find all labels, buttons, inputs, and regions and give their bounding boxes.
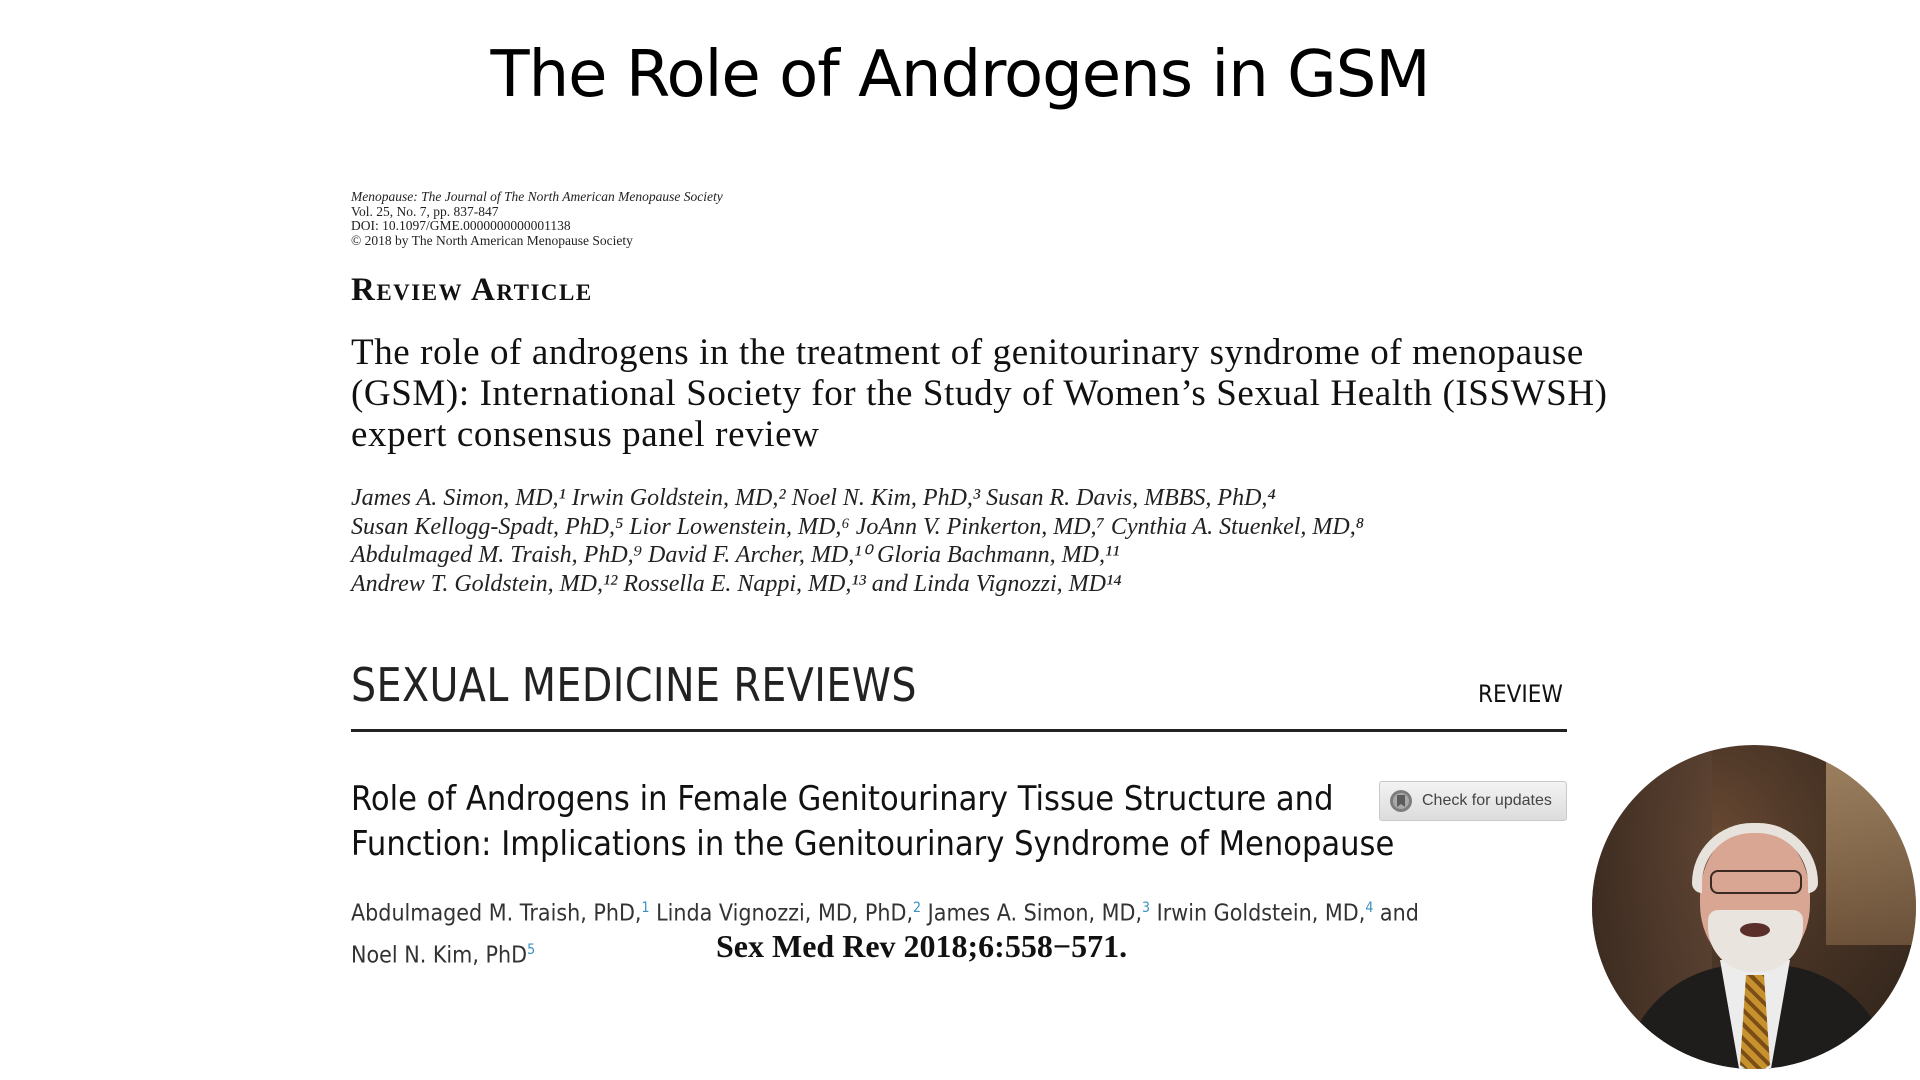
author-affiliation[interactable]: 2 — [913, 900, 922, 916]
author-name: James A. Simon, MD, — [921, 900, 1143, 927]
presenter-mouth — [1740, 923, 1770, 937]
author-name: Abdulmaged M. Traish, PhD, — [351, 900, 642, 927]
author-affiliation[interactable]: 1 — [641, 900, 650, 916]
author-line: Andrew T. Goldstein, MD,¹² Rossella E. Nappi, MD,¹³ and Linda Vignozzi, MD¹⁴ — [351, 570, 1122, 597]
author-name: Irwin Goldstein, MD, — [1150, 900, 1366, 927]
article-2-title — [351, 777, 1395, 867]
author-name: and Noel N. Kim, PhD — [351, 900, 1419, 969]
webcam-background-light — [1826, 745, 1916, 945]
author-line: James A. Simon, MD,¹ Irwin Goldstein, MD,² Noel N. Kim, PhD,³ Susan R. Davis, MBBS, PhD,⁴ — [351, 485, 1276, 511]
author-affiliation[interactable]: 4 — [1365, 900, 1374, 916]
journal-name: Menopause: The Journal of The North American Menopause Society — [351, 189, 723, 204]
check-for-updates-button[interactable] — [1379, 781, 1567, 821]
author-name: Linda Vignozzi, MD, PhD, — [649, 900, 914, 927]
article-2-citation: Sex Med Rev 2018;6:558−571. — [716, 928, 1128, 964]
author-affiliation[interactable]: 5 — [527, 941, 536, 958]
bookmark-icon — [1388, 788, 1414, 814]
check-for-updates-label: Check for updates — [1422, 792, 1552, 809]
masthead-divider — [351, 729, 1567, 732]
journal-volume: Vol. 25, No. 7, pp. 837-847 — [351, 203, 499, 219]
review-article-label: Review Article — [351, 272, 593, 308]
title-line: Role of Androgens in Female Genitourinary Tissue Structure and — [351, 779, 1334, 819]
author-line: Abdulmaged M. Traish, PhD,⁹ David F. Archer, MD,¹⁰ Gloria Bachmann, MD,¹¹ — [351, 542, 1120, 568]
presenter-glasses — [1710, 870, 1802, 894]
slide-title: The Role of Androgens in GSM — [490, 38, 1430, 112]
journal-masthead: SEXUAL MEDICINE REVIEWS — [351, 658, 917, 712]
journal-copyright: © 2018 by The North American Menopause Society — [351, 232, 633, 248]
presenter-webcam — [1592, 745, 1916, 1069]
article-type-label: REVIEW — [1478, 680, 1563, 708]
author-line: Susan Kellogg-Spadt, PhD,⁵ Lior Lowenstein, MD,⁶ JoAnn V. Pinkerton, MD,⁷ Cynthia A. Stuenkel, MD,⁸ — [351, 513, 1365, 540]
journal-doi: DOI: 10.1097/GME.0000000000001138 — [351, 218, 571, 233]
title-line: Function: Implications in the Genitourinary Syndrome of Menopause — [351, 824, 1395, 864]
article-1-authors — [351, 484, 1691, 598]
article-1-title: The role of androgens in the treatment of genitourinary syndrome of menopause (GSM): International Society for the Study of Women’s Sexual Health (ISSWSH) expert consensus panel review — [351, 332, 1608, 455]
author-affiliation[interactable]: 3 — [1142, 900, 1151, 916]
journal-metadata — [351, 190, 723, 248]
